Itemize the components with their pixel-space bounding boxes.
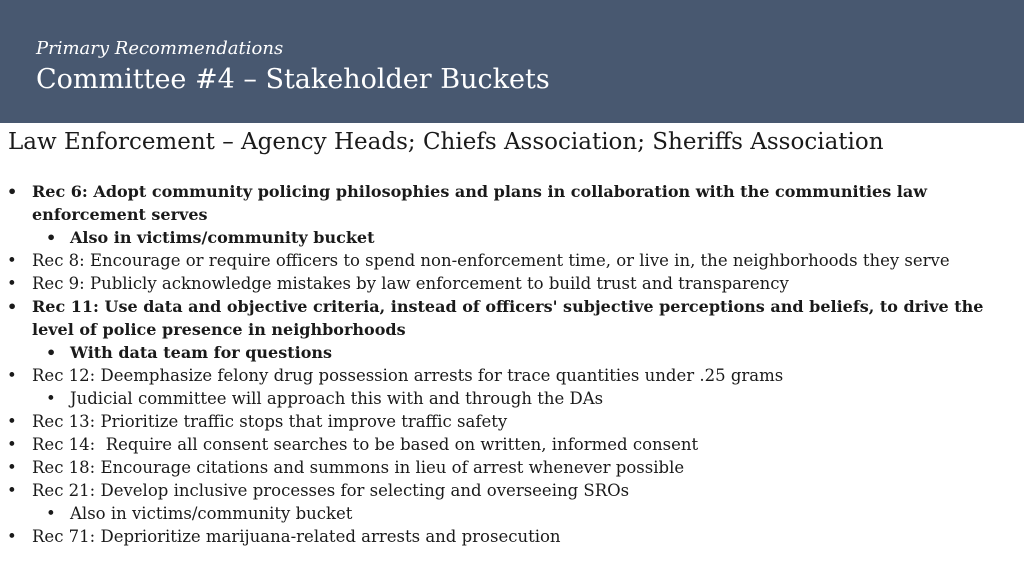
list-item: [0, 479, 1024, 502]
bullet-icon: •: [7, 481, 17, 500]
list-item-text: Rec 13: Prioritize traffic stops that improve traffic safety: [32, 412, 508, 431]
bullet-icon: •: [46, 389, 56, 408]
list-item: [0, 226, 1024, 249]
list-item: [0, 295, 1024, 341]
list-item: [0, 456, 1024, 479]
list-item: [0, 249, 1024, 272]
bullet-icon: •: [46, 343, 57, 362]
list-item: [0, 364, 1024, 387]
bullet-icon: •: [7, 274, 17, 293]
list-item-text: Rec 21: Develop inclusive processes for selecting and overseeing SROs: [32, 481, 630, 500]
slide-subtitle: Primary Recommendations: [36, 38, 284, 59]
list-item-text: With data team for questions: [70, 343, 333, 362]
list-item: [0, 272, 1024, 295]
bullet-icon: •: [7, 527, 17, 546]
list-item: [0, 433, 1024, 456]
list-item-text: Judicial committee will approach this with and through the DAs: [70, 389, 604, 408]
header-banner: [0, 0, 1024, 123]
list-item-text: Rec 12: Deemphasize felony drug possession arrests for trace quantities under .25 grams: [32, 366, 784, 385]
list-item-text: Rec 8: Encourage or require officers to spend non-enforcement time, or live in, the neighborhoods they serve: [32, 251, 950, 270]
list-item: [0, 502, 1024, 525]
list-item: [0, 387, 1024, 410]
bullet-icon: •: [7, 412, 17, 431]
list-item: [0, 341, 1024, 364]
list-item-text: Also in victims/community bucket: [70, 504, 353, 523]
list-item-text: Also in victims/community bucket: [70, 228, 375, 247]
recommendation-list: [0, 180, 1024, 548]
bullet-icon: •: [7, 251, 17, 270]
slide-title: Committee #4 – Stakeholder Buckets: [36, 64, 550, 95]
bullet-icon: •: [7, 182, 18, 201]
list-item: [0, 180, 1024, 226]
list-item-text: Rec 9: Publicly acknowledge mistakes by law enforcement to build trust and transparency: [32, 274, 789, 293]
list-item-text: Rec 18: Encourage citations and summons in lieu of arrest whenever possible: [32, 458, 685, 477]
bullet-icon: •: [7, 366, 17, 385]
bullet-icon: •: [7, 297, 18, 316]
list-item: [0, 410, 1024, 433]
list-item-text: Rec 14: Require all consent searches to be based on written, informed consent: [32, 435, 699, 454]
bullet-icon: •: [7, 458, 17, 477]
bullet-icon: •: [7, 435, 17, 454]
section-heading: Law Enforcement – Agency Heads; Chiefs Association; Sheriffs Association: [8, 129, 884, 155]
bullet-icon: •: [46, 228, 57, 247]
list-item-text: Rec 6: Adopt community policing philosophies and plans in collaboration with the communities law enforcement serves: [32, 182, 928, 224]
bullet-icon: •: [46, 504, 56, 523]
list-item: [0, 525, 1024, 548]
list-item-text: Rec 71: Deprioritize marijuana-related arrests and prosecution: [32, 527, 561, 546]
list-item-text: Rec 11: Use data and objective criteria, instead of officers' subjective perceptions and beliefs, to drive the level of police presence in neighborhoods: [32, 297, 984, 339]
